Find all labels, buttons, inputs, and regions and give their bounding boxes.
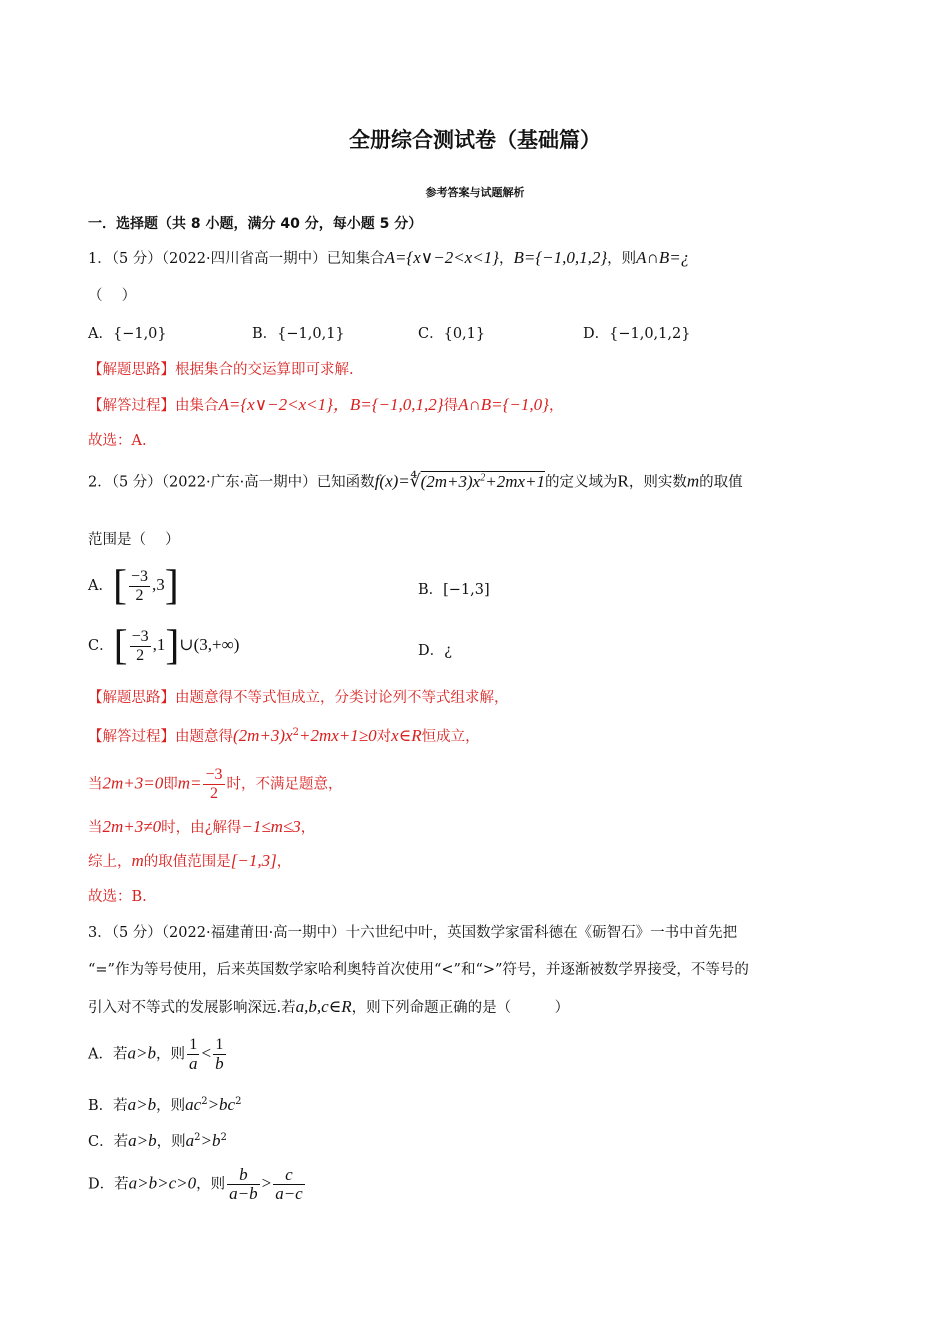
q1-paren: （ ）	[88, 288, 137, 304]
q1-process: 【解答过程】由集合A={x∨−2<x<1}，B={−1,0,1,2}得A∩B={−1,0}，	[88, 395, 564, 414]
q2-thinking: 【解题思路】由题意得不等式恒成立，分类讨论列不等式组求解，	[88, 690, 509, 706]
q2-summary: 综上，m的取值范围是[−1,3]，	[88, 851, 292, 870]
q3-option-d: D．若a>b>c>0，则 $\frac{b}{a-b}$ > $\frac{c}{a-c}$	[88, 1165, 303, 1203]
q1-thinking: 【解题思路】根据集合的交运算即可求解.	[88, 362, 354, 378]
q3-stem-line3: 引入对不等式的发展影响深远.若a,b,c∈R，则下列命题正确的是（ ）	[88, 997, 570, 1016]
q2-option-c: C．[ $\frac{-3}{2}$ ,1]∪(3,+∞)	[88, 623, 240, 669]
q2-answer: 故选：B.	[88, 889, 147, 905]
q3-option-a: A．若a>b，则 $\frac{1}{a}$ < $\frac{1}{b}$	[88, 1036, 224, 1073]
q3-stem-line2: “=”作为等号使用，后来英国数学家哈利奥特首次使用“<”和“>”符号，并逐渐被数学界接受，不等号的	[88, 962, 749, 978]
q2-stem: 2．（5 分）（2022·广东·高一期中）已知函数$f(x)=∜(2m+3)x^2+2mx+1$的定义域为R，则实数m的取值	[88, 471, 743, 491]
q3-option-c: C．若a>b，则$a^2>b^2$	[88, 1131, 227, 1150]
q3-stem-line1: 3．（5 分）（2022·福建莆田·高一期中）十六世纪中叶，英国数学家雷科德在《砺智石》一书中首先把	[88, 925, 738, 941]
section-heading: 一．选择题（共 8 小题，满分 40 分，每小题 5 分）	[88, 216, 423, 232]
q2-option-d: D．¿	[418, 643, 452, 659]
q1-option-d: D．{−1,0,1,2}	[583, 326, 691, 342]
q2-stem-line2: 范围是（ ）	[88, 532, 180, 548]
q2-option-a: A．[ $\frac{-3}{2}$ ,3]	[88, 563, 179, 609]
q3-option-b: B．若a>b，则$ac^2>bc^2$	[88, 1095, 242, 1114]
q2-option-b: B．[−1,3]	[418, 582, 490, 598]
q1-set-b: B={−1,0,1,2}	[513, 248, 608, 267]
q1-option-b: B．{−1,0,1}	[252, 326, 345, 342]
q1-option-c: C．{0,1}	[418, 326, 486, 342]
q2-case1: 当2m+3=0即m= $\frac{-3}{2}$ 时，不满足题意，	[88, 766, 343, 802]
q1-set-a: A={x∨−2<x<1}	[384, 248, 499, 267]
q1-option-a: A．{−1,0}	[88, 326, 167, 342]
page-subtitle: 参考答案与试题解析	[425, 186, 525, 199]
page-title: 全册综合测试卷（基础篇）	[349, 128, 601, 152]
q2-case2: 当2m+3≠0时，由¿解得−1≤m≤3，	[88, 817, 316, 836]
q1-answer: 故选：A.	[88, 433, 147, 449]
q2-process: 【解答过程】由题意得$(2m+3)x^2+2mx+1\ge 0$对x∈R恒成立，	[88, 725, 480, 745]
q1-stem: 1．（5 分）（2022·四川省高一期中）已知集合A={x∨−2<x<1}，B={−1,0,1,2}，则A∩B=¿	[88, 248, 690, 267]
q1-expr: A∩B=¿	[636, 248, 690, 267]
